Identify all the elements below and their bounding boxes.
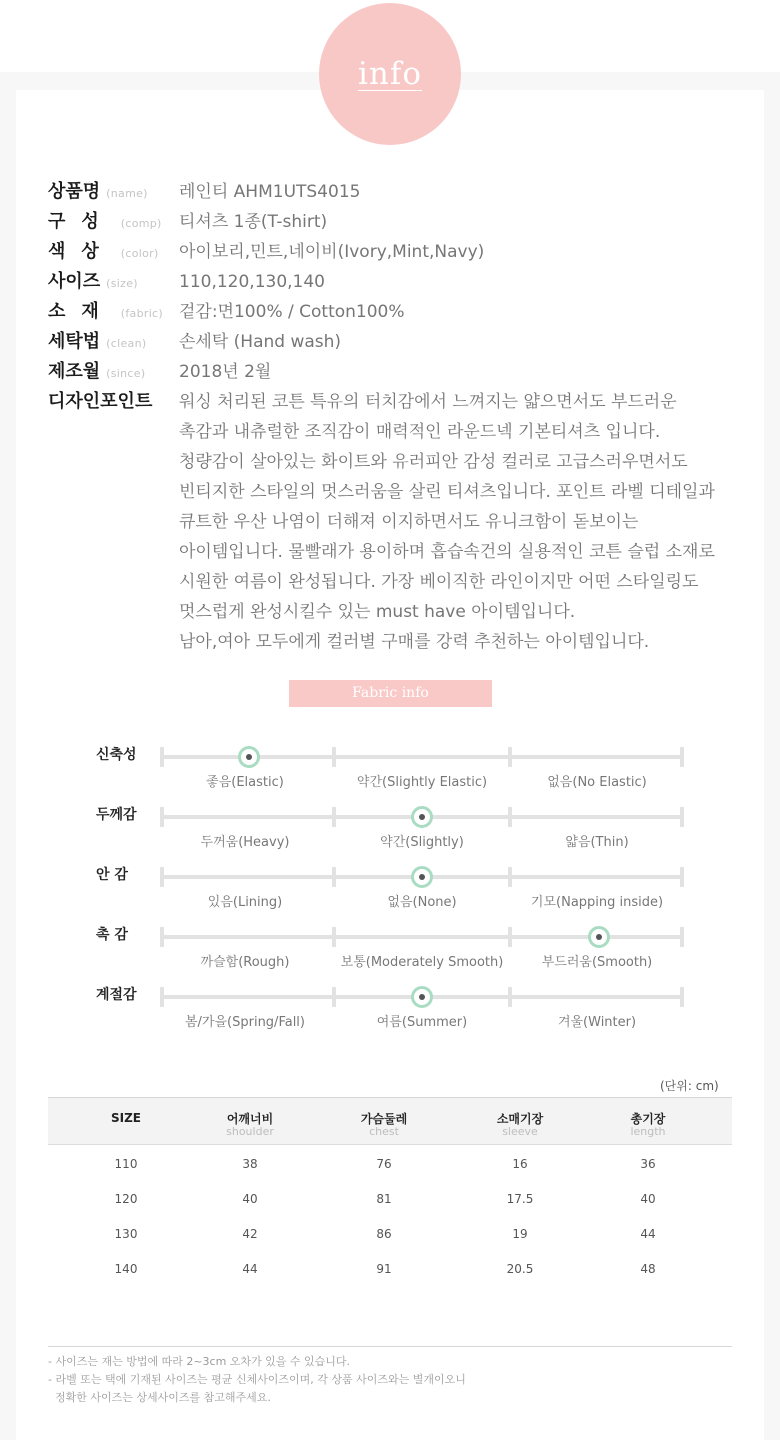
scale-marker bbox=[588, 926, 610, 948]
note-line: 정확한 사이즈는 상세사이즈를 참고해주세요. bbox=[48, 1391, 271, 1404]
info-label-en: (color) bbox=[120, 247, 159, 260]
info-label-text: 색상 bbox=[48, 241, 115, 262]
scale-option: 봄/가을(Spring/Fall) bbox=[184, 1015, 305, 1030]
size-cell: 42 bbox=[242, 1227, 258, 1241]
info-label bbox=[48, 237, 159, 269]
info-label bbox=[48, 357, 145, 389]
scale-tick bbox=[508, 747, 512, 767]
info-label-en: (fabric) bbox=[120, 307, 163, 320]
info-label bbox=[48, 267, 138, 299]
size-header-sublabel: shoulder bbox=[226, 1125, 274, 1138]
scale-tick bbox=[680, 747, 684, 767]
scale-tick bbox=[332, 867, 336, 887]
info-label-en: (size) bbox=[106, 277, 138, 290]
size-cell: 120 bbox=[114, 1192, 138, 1206]
size-cell: 44 bbox=[242, 1262, 258, 1276]
fabric-scale bbox=[0, 987, 780, 1051]
info-value: 레인티 AHM1UTS4015 bbox=[179, 182, 361, 202]
size-cell: 38 bbox=[242, 1157, 258, 1171]
design-line: 큐트한 우산 나염이 더해져 이지하면서도 유니크함이 돋보이는 bbox=[179, 512, 639, 532]
size-table bbox=[48, 1097, 732, 1285]
scale-label: 두께감 bbox=[96, 807, 137, 823]
scale-tick bbox=[332, 987, 336, 1007]
scale-option: 없음(No Elastic) bbox=[547, 775, 647, 790]
design-line: 아이템입니다. 물빨래가 용이하며 흡습속건의 실용적인 코튼 슬럽 소재로 bbox=[179, 542, 715, 562]
size-table-header bbox=[48, 1097, 732, 1145]
info-badge bbox=[319, 3, 461, 145]
scale-tick bbox=[508, 867, 512, 887]
design-point-label: 디자인포인트 bbox=[48, 391, 153, 412]
scale-tick bbox=[508, 807, 512, 827]
size-table-row bbox=[48, 1180, 732, 1215]
size-cell: 110 bbox=[114, 1157, 138, 1171]
size-header-label: 어깨너비 bbox=[226, 1112, 274, 1126]
fabric-scale bbox=[0, 807, 780, 871]
design-line: 촉감과 내츄럴한 조직감이 매력적인 라운드넥 기본티셔츠 입니다. bbox=[179, 422, 661, 442]
info-value: 티셔츠 1종(T-shirt) bbox=[179, 212, 328, 232]
note-line: - 사이즈는 재는 방법에 따라 2~3cm 오차가 있을 수 있습니다. bbox=[48, 1355, 351, 1368]
scale-option: 좋음(Elastic) bbox=[206, 775, 284, 790]
size-cell: 140 bbox=[114, 1262, 138, 1276]
scale-label: 신축성 bbox=[96, 747, 137, 763]
scale-tick bbox=[332, 807, 336, 827]
scale-option: 부드러움(Smooth) bbox=[541, 955, 653, 970]
fabric-scale bbox=[0, 747, 780, 811]
info-label-text: 구성 bbox=[48, 211, 115, 232]
note-line: - 라벨 또는 택에 기재된 사이즈는 평균 신체사이즈이며, 각 상품 사이즈와는 별개이오니 bbox=[48, 1373, 466, 1386]
size-cell: 17.5 bbox=[506, 1192, 534, 1206]
scale-label: 안 감 bbox=[96, 867, 128, 883]
size-cell: 40 bbox=[640, 1192, 656, 1206]
size-table-row bbox=[48, 1250, 732, 1285]
size-header-label: 소매기장 bbox=[496, 1112, 544, 1126]
info-label-text: 세탁법 bbox=[48, 331, 101, 352]
scale-tick bbox=[508, 987, 512, 1007]
size-header-sublabel: sleeve bbox=[502, 1125, 538, 1138]
scale-tick bbox=[332, 927, 336, 947]
scale-option: 없음(None) bbox=[387, 895, 457, 910]
scale-label: 촉 감 bbox=[96, 927, 128, 943]
scale-tick bbox=[680, 867, 684, 887]
design-line: 빈티지한 스타일의 멋스러움을 살린 티셔츠입니다. 포인트 라벨 디테일과 bbox=[179, 482, 715, 502]
size-cell: 19 bbox=[512, 1227, 528, 1241]
info-label-text: 제조월 bbox=[48, 361, 101, 382]
size-header-label: SIZE bbox=[110, 1111, 141, 1125]
scale-tick bbox=[680, 927, 684, 947]
scale-tick bbox=[160, 927, 164, 947]
size-unit: (단위: cm) bbox=[660, 1079, 719, 1093]
scale-marker bbox=[411, 866, 433, 888]
info-label-en: (comp) bbox=[120, 217, 162, 230]
scale-tick bbox=[160, 867, 164, 887]
scale-marker bbox=[411, 986, 433, 1008]
info-label bbox=[48, 177, 148, 209]
info-label bbox=[48, 207, 162, 239]
size-header-sublabel: length bbox=[630, 1125, 666, 1138]
size-cell: 91 bbox=[376, 1262, 392, 1276]
size-header-label: 총기장 bbox=[630, 1112, 666, 1126]
size-cell: 81 bbox=[376, 1192, 392, 1206]
scale-tick bbox=[680, 987, 684, 1007]
design-line: 워싱 처리된 코튼 특유의 터치감에서 느껴지는 얇으면서도 부드러운 bbox=[179, 392, 677, 412]
size-cell: 16 bbox=[512, 1157, 528, 1171]
info-label-text: 사이즈 bbox=[48, 271, 101, 292]
scale-option: 까슬함(Rough) bbox=[200, 955, 290, 970]
size-table-row bbox=[48, 1215, 732, 1250]
design-line: 시원한 여름이 완성됩니다. 가장 베이직한 라인이지만 어떤 스타일링도 bbox=[179, 572, 699, 592]
size-table-row bbox=[48, 1145, 732, 1180]
size-notes bbox=[48, 1346, 732, 1407]
design-line: 멋스럽게 완성시킬수 있는 must have 아이템입니다. bbox=[179, 602, 576, 622]
size-header-sublabel: chest bbox=[369, 1125, 399, 1138]
scale-marker bbox=[411, 806, 433, 828]
scale-option: 약간(Slightly) bbox=[380, 835, 464, 850]
scale-option: 두꺼움(Heavy) bbox=[200, 835, 290, 850]
info-value: 110,120,130,140 bbox=[179, 272, 326, 292]
design-line: 청량감이 살아있는 화이트와 유러피안 감성 컬러로 고급스러우면서도 bbox=[179, 452, 688, 472]
info-label-en: (clean) bbox=[106, 337, 147, 350]
scale-tick bbox=[332, 747, 336, 767]
scale-tick bbox=[680, 807, 684, 827]
scale-option: 기모(Napping inside) bbox=[530, 895, 664, 910]
info-label bbox=[48, 327, 146, 359]
scale-tick bbox=[160, 987, 164, 1007]
info-value: 아이보리,민트,네이비(Ivory,Mint,Navy) bbox=[179, 242, 485, 262]
fabric-scale bbox=[0, 927, 780, 991]
info-label-en: (since) bbox=[106, 367, 146, 380]
info-value: 겉감:면100% / Cotton100% bbox=[179, 302, 405, 322]
size-cell: 76 bbox=[376, 1157, 392, 1171]
size-cell: 36 bbox=[640, 1157, 656, 1171]
info-value: 2018년 2월 bbox=[179, 362, 272, 382]
size-header-label: 가슴둘레 bbox=[360, 1112, 408, 1126]
scale-option: 얇음(Thin) bbox=[565, 835, 629, 850]
info-label bbox=[48, 297, 163, 329]
info-badge-label: info bbox=[357, 56, 423, 92]
scale-option: 겨울(Winter) bbox=[557, 1015, 637, 1030]
size-cell: 40 bbox=[242, 1192, 258, 1206]
design-point-text bbox=[179, 387, 769, 657]
scale-option: 보통(Moderately Smooth) bbox=[340, 955, 504, 970]
size-table-body bbox=[48, 1145, 732, 1285]
size-cell: 130 bbox=[114, 1227, 138, 1241]
scale-option: 여름(Summer) bbox=[376, 1015, 468, 1030]
size-cell: 20.5 bbox=[506, 1262, 534, 1276]
info-label-text: 상품명 bbox=[48, 181, 101, 202]
fabric-info-header: Fabric info bbox=[289, 680, 492, 707]
scale-option: 약간(Slightly Elastic) bbox=[356, 775, 488, 790]
size-cell: 48 bbox=[640, 1262, 656, 1276]
scale-label: 계절감 bbox=[96, 987, 137, 1003]
design-line: 남아,여아 모두에게 컬러별 구매를 강력 추천하는 아이템입니다. bbox=[179, 632, 650, 652]
info-value: 손세탁 (Hand wash) bbox=[179, 332, 342, 352]
fabric-scale bbox=[0, 867, 780, 931]
size-cell: 44 bbox=[640, 1227, 656, 1241]
scale-tick bbox=[160, 807, 164, 827]
info-label-text: 소재 bbox=[48, 301, 115, 322]
scale-tick bbox=[160, 747, 164, 767]
size-cell: 86 bbox=[376, 1227, 392, 1241]
scale-marker bbox=[238, 746, 260, 768]
scale-tick bbox=[508, 927, 512, 947]
scale-option: 있음(Lining) bbox=[207, 895, 283, 910]
info-label-en: (name) bbox=[106, 187, 148, 200]
